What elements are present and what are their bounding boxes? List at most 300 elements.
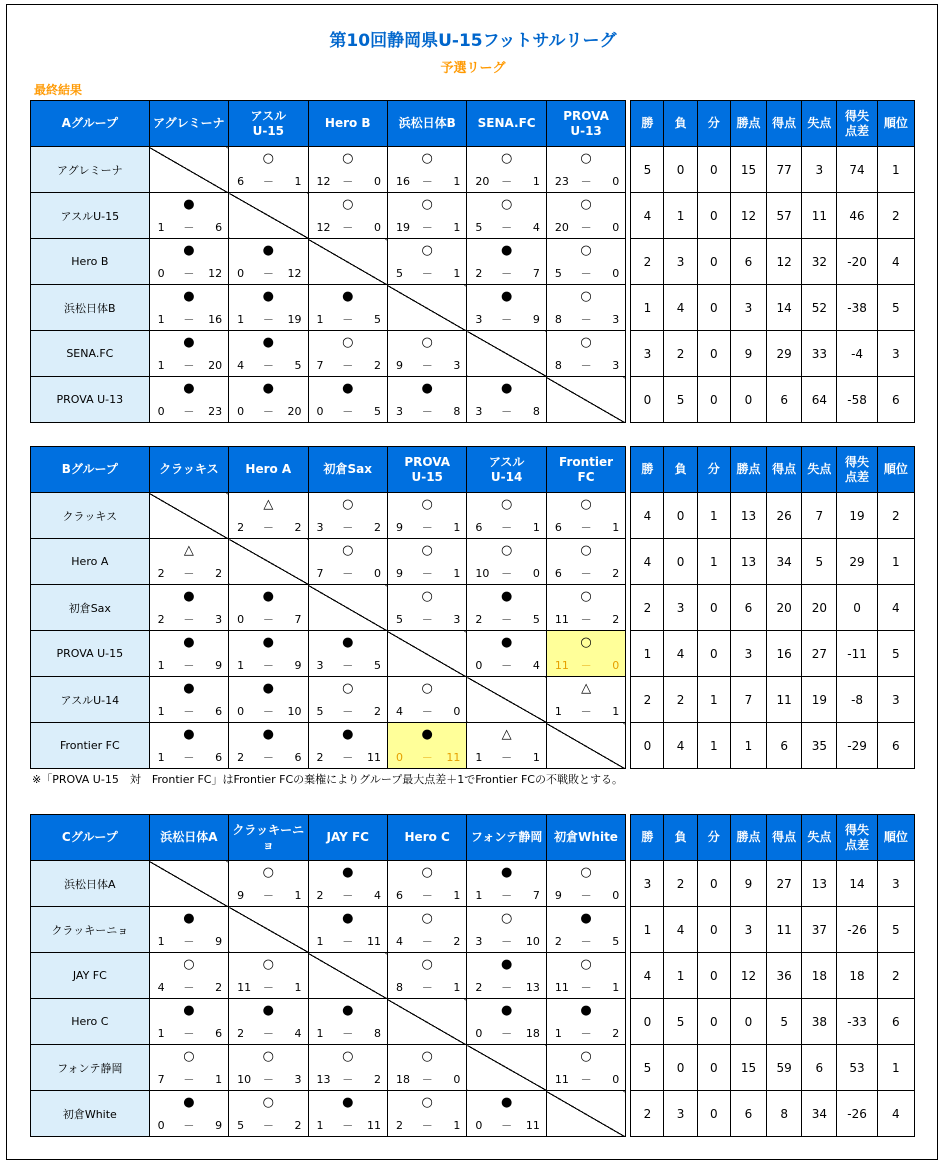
- score-dash: －: [580, 613, 592, 626]
- header-line: 分: [707, 830, 720, 844]
- opponent-header: [467, 447, 546, 493]
- match-score: [150, 221, 228, 235]
- team-name: Hero A: [31, 539, 150, 585]
- score-for: 9: [395, 359, 403, 372]
- stat-value: 12: [730, 193, 766, 239]
- loss-mark-icon: ●: [183, 381, 195, 396]
- score-dash: －: [421, 567, 433, 580]
- match-result: [229, 1091, 308, 1137]
- score-against: 11: [366, 751, 381, 764]
- win-mark-icon: ○: [580, 635, 592, 650]
- match-score: [229, 613, 307, 627]
- score-against: 9: [532, 313, 540, 326]
- score-dash: －: [342, 175, 354, 188]
- match-score: [229, 521, 307, 535]
- score-against: 3: [294, 1073, 302, 1086]
- opponent-header: [308, 815, 387, 861]
- stat-value: 6: [730, 1091, 766, 1137]
- team-name: 浜松日体B: [31, 285, 150, 331]
- win-mark-icon: ○: [421, 957, 433, 972]
- score-against: 11: [446, 751, 461, 764]
- stat-value: 0: [697, 999, 730, 1045]
- score-dash: －: [580, 521, 592, 534]
- match-score: [547, 221, 625, 235]
- match-result: [387, 147, 466, 193]
- score-against: 23: [208, 405, 223, 418]
- self-match-diagonal: [149, 861, 228, 907]
- stat-value: 5: [877, 285, 914, 331]
- score-dash: －: [580, 981, 592, 994]
- team-row: [31, 1045, 915, 1091]
- score-dash: －: [342, 221, 354, 234]
- score-for: 6: [554, 567, 562, 580]
- match-result: [149, 585, 228, 631]
- stat-value: 2: [877, 953, 914, 999]
- score-against: 6: [215, 221, 223, 234]
- score-against: 9: [215, 1119, 223, 1132]
- match-result: [387, 377, 466, 423]
- score-against: 5: [294, 359, 302, 372]
- match-score: [309, 175, 387, 189]
- stat-header: [767, 101, 802, 147]
- score-for: 0: [475, 1119, 483, 1132]
- score-dash: －: [421, 267, 433, 280]
- match-result: [229, 999, 308, 1045]
- score-against: 9: [215, 659, 223, 672]
- win-mark-icon: ○: [421, 543, 433, 558]
- loss-mark-icon: ●: [183, 335, 195, 350]
- match-result: [546, 539, 625, 585]
- header-line: PROVA: [404, 454, 451, 469]
- score-against: 12: [208, 267, 223, 280]
- header-line: 分: [707, 462, 720, 476]
- match-result: [308, 723, 387, 769]
- stat-value: -8: [837, 677, 877, 723]
- loss-mark-icon: ●: [500, 589, 513, 604]
- stat-header: [837, 447, 877, 493]
- score-for: 0: [237, 405, 245, 418]
- stat-value: 0: [697, 285, 730, 331]
- match-result: [546, 1045, 625, 1091]
- header-line: U-15: [252, 123, 285, 138]
- opponent-header: [149, 447, 228, 493]
- stat-value: 1: [631, 631, 664, 677]
- stat-value: 11: [767, 907, 802, 953]
- match-score: [150, 1027, 228, 1041]
- score-dash: －: [342, 751, 354, 764]
- score-against: 5: [532, 613, 540, 626]
- self-match-diagonal: [467, 677, 546, 723]
- score-for: 9: [395, 521, 403, 534]
- page-title: 第10回静岡県U-15フットサルリーグ: [329, 31, 617, 51]
- stat-value: 0: [664, 1045, 697, 1091]
- score-against: 8: [532, 405, 540, 418]
- opponent-header: [229, 101, 308, 147]
- score-dash: －: [580, 889, 592, 902]
- stat-value: 2: [631, 677, 664, 723]
- match-result: [149, 677, 228, 723]
- team-name: PROVA U-13: [31, 377, 150, 423]
- score-dash: －: [501, 613, 513, 626]
- self-match-diagonal: [467, 1045, 546, 1091]
- score-for: 1: [157, 221, 165, 234]
- header-line: 勝: [641, 462, 654, 476]
- match-score: [388, 705, 466, 719]
- score-for: 4: [237, 359, 245, 372]
- opponent-header: [229, 815, 308, 861]
- score-for: 2: [157, 567, 165, 580]
- score-against: 0: [373, 221, 381, 234]
- score-against: 1: [612, 705, 620, 718]
- win-mark-icon: ○: [580, 865, 592, 880]
- match-result: [308, 147, 387, 193]
- stat-value: 53: [837, 1045, 877, 1091]
- self-match-diagonal: [308, 953, 387, 999]
- header-line: 失点: [807, 830, 832, 844]
- stat-value: 0: [697, 147, 730, 193]
- score-for: 20: [475, 175, 490, 188]
- match-score: [309, 405, 387, 419]
- loss-mark-icon: ●: [262, 335, 274, 350]
- match-score: [388, 981, 466, 995]
- group-c-table: [30, 814, 915, 1137]
- match-result: [149, 907, 228, 953]
- self-match-diagonal: [229, 193, 308, 239]
- team-name: アスルU-14: [31, 677, 150, 723]
- score-against: 5: [373, 405, 381, 418]
- stat-value: 3: [664, 585, 697, 631]
- header-line: 点差: [845, 837, 870, 852]
- stat-value: 2: [664, 331, 697, 377]
- stat-header: [730, 101, 766, 147]
- win-mark-icon: ○: [262, 1049, 274, 1064]
- score-dash: －: [580, 221, 592, 234]
- self-match-diagonal: [387, 631, 466, 677]
- score-for: 4: [395, 705, 403, 718]
- header-line: クラッキーニョ: [232, 822, 305, 852]
- loss-mark-icon: ●: [262, 289, 274, 304]
- score-for: 3: [395, 405, 403, 418]
- match-result: [149, 539, 228, 585]
- opponent-header: [546, 815, 625, 861]
- match-score: [150, 267, 228, 281]
- match-result: [308, 907, 387, 953]
- score-for: 1: [475, 751, 483, 764]
- score-against: 7: [532, 267, 540, 280]
- group-name: Aグループ: [31, 101, 150, 147]
- match-score: [467, 659, 545, 673]
- score-dash: －: [183, 405, 195, 418]
- loss-mark-icon: ●: [500, 243, 513, 258]
- header-line: SENA.FC: [477, 116, 536, 130]
- team-name: クラッキーニョ: [31, 907, 150, 953]
- match-result: [149, 331, 228, 377]
- match-score: [150, 981, 228, 995]
- score-against: 10: [287, 705, 302, 718]
- team-row: [31, 1091, 915, 1137]
- match-result: [467, 999, 546, 1045]
- stat-value: 2: [877, 193, 914, 239]
- stat-value: 29: [837, 539, 877, 585]
- stat-value: 5: [877, 907, 914, 953]
- score-dash: －: [262, 313, 274, 326]
- stat-header: [697, 101, 730, 147]
- stat-value: 14: [767, 285, 802, 331]
- score-dash: －: [262, 659, 274, 672]
- loss-mark-icon: ●: [183, 589, 195, 604]
- loss-mark-icon: ●: [262, 243, 274, 258]
- match-score: [467, 221, 545, 235]
- stat-value: 3: [877, 677, 914, 723]
- stat-value: 5: [767, 999, 802, 1045]
- match-score: [150, 1073, 228, 1087]
- stat-value: 4: [877, 585, 914, 631]
- match-score: [309, 221, 387, 235]
- match-score: [547, 1027, 625, 1041]
- match-score: [467, 751, 545, 765]
- stat-header: [664, 447, 697, 493]
- win-mark-icon: ○: [342, 1049, 354, 1064]
- header-line: アグレミーナ: [153, 116, 225, 130]
- stat-value: -38: [837, 285, 877, 331]
- score-for: 6: [475, 521, 483, 534]
- loss-mark-icon: ●: [183, 635, 195, 650]
- score-against: 3: [453, 613, 461, 626]
- opponent-header: [546, 447, 625, 493]
- stat-value: -4: [837, 331, 877, 377]
- score-for: 11: [554, 981, 569, 994]
- stat-header: [837, 815, 877, 861]
- loss-mark-icon: ●: [183, 1095, 195, 1110]
- stat-value: 14: [837, 861, 877, 907]
- score-against: 2: [373, 359, 381, 372]
- score-dash: －: [421, 521, 433, 534]
- match-result: [546, 585, 625, 631]
- stat-header: [802, 447, 837, 493]
- score-dash: －: [421, 751, 433, 764]
- score-dash: －: [501, 567, 513, 580]
- score-dash: －: [342, 889, 354, 902]
- header-line: 得点: [772, 462, 797, 476]
- score-for: 1: [157, 1027, 165, 1040]
- score-against: 8: [373, 1027, 381, 1040]
- match-score: [388, 567, 466, 581]
- stat-value: 1: [730, 723, 766, 769]
- score-against: 2: [612, 567, 620, 580]
- stat-value: 3: [631, 861, 664, 907]
- match-score: [309, 751, 387, 765]
- stat-value: 6: [767, 723, 802, 769]
- score-dash: －: [183, 659, 195, 672]
- score-against: 2: [373, 521, 381, 534]
- match-result: [467, 493, 546, 539]
- score-dash: －: [580, 175, 592, 188]
- score-for: 8: [395, 981, 403, 994]
- team-name: アスルU-15: [31, 193, 150, 239]
- team-row: [31, 631, 915, 677]
- match-score: [229, 1027, 307, 1041]
- stat-value: 0: [730, 999, 766, 1045]
- score-for: 3: [475, 405, 483, 418]
- stat-value: 8: [767, 1091, 802, 1137]
- score-for: 11: [554, 613, 569, 626]
- score-against: 20: [208, 359, 223, 372]
- match-result: [229, 331, 308, 377]
- score-dash: －: [501, 659, 513, 672]
- match-result: [149, 631, 228, 677]
- loss-mark-icon: ●: [580, 1003, 592, 1018]
- score-for: 1: [157, 359, 165, 372]
- score-for: 3: [316, 521, 324, 534]
- match-score: [467, 935, 545, 949]
- stat-value: 2: [631, 585, 664, 631]
- match-score: [388, 613, 466, 627]
- stat-value: 18: [837, 953, 877, 999]
- header-line: 勝点: [736, 462, 761, 476]
- stat-value: 27: [767, 861, 802, 907]
- match-score: [309, 705, 387, 719]
- header-line: フォンテ静岡: [470, 830, 543, 844]
- self-match-diagonal: [149, 493, 228, 539]
- score-dash: －: [342, 405, 354, 418]
- score-for: 2: [237, 521, 245, 534]
- stat-value: 20: [802, 585, 837, 631]
- score-for: 0: [237, 613, 245, 626]
- score-dash: －: [501, 405, 513, 418]
- stat-header: [837, 101, 877, 147]
- stat-value: 5: [664, 999, 697, 1045]
- self-match-diagonal: [387, 999, 466, 1045]
- score-dash: －: [501, 981, 513, 994]
- team-row: [31, 239, 915, 285]
- stat-header: [664, 101, 697, 147]
- score-dash: －: [262, 175, 274, 188]
- stat-value: 5: [631, 1045, 664, 1091]
- match-result: [308, 861, 387, 907]
- stat-value: 3: [877, 331, 914, 377]
- win-mark-icon: ○: [262, 1095, 274, 1110]
- score-for: 4: [157, 981, 165, 994]
- stat-value: 27: [802, 631, 837, 677]
- match-result: [229, 953, 308, 999]
- header-line: 順位: [883, 830, 908, 844]
- loss-mark-icon: ●: [580, 911, 592, 926]
- team-name: 浜松日体A: [31, 861, 150, 907]
- stat-value: 3: [631, 331, 664, 377]
- stat-value: 0: [697, 1045, 730, 1091]
- stat-value: 11: [767, 677, 802, 723]
- score-for: 2: [475, 267, 483, 280]
- match-result: [546, 907, 625, 953]
- stat-value: 0: [664, 147, 697, 193]
- header-line: 得点: [772, 116, 797, 130]
- win-mark-icon: ○: [580, 243, 592, 258]
- opponent-header: [308, 101, 387, 147]
- score-against: 11: [366, 935, 381, 948]
- score-dash: －: [342, 935, 354, 948]
- header-line: 得点: [772, 830, 797, 844]
- loss-mark-icon: ●: [342, 289, 354, 304]
- stat-header: [730, 447, 766, 493]
- match-result: [546, 285, 625, 331]
- score-against: 19: [287, 313, 302, 326]
- stat-value: 6: [877, 723, 914, 769]
- score-dash: －: [183, 613, 195, 626]
- score-dash: －: [183, 935, 195, 948]
- header-line: 得失: [845, 822, 870, 837]
- stat-value: 4: [664, 723, 697, 769]
- stat-value: 4: [631, 539, 664, 585]
- match-score: [150, 313, 228, 327]
- score-dash: －: [262, 981, 274, 994]
- match-result: [387, 539, 466, 585]
- opponent-header: [387, 101, 466, 147]
- score-against: 2: [215, 567, 223, 580]
- team-row: [31, 999, 915, 1045]
- match-score: [388, 1073, 466, 1087]
- header-line: 失点: [807, 462, 832, 476]
- stat-value: 1: [631, 907, 664, 953]
- score-for: 2: [475, 981, 483, 994]
- score-dash: －: [262, 613, 274, 626]
- stat-value: 9: [730, 331, 766, 377]
- stat-value: 1: [664, 953, 697, 999]
- score-against: 5: [373, 313, 381, 326]
- stat-value: 0: [697, 193, 730, 239]
- score-dash: －: [183, 267, 195, 280]
- stat-value: 26: [767, 493, 802, 539]
- score-for: 7: [316, 567, 324, 580]
- team-row: [31, 493, 915, 539]
- stat-value: 1: [697, 539, 730, 585]
- win-mark-icon: ○: [342, 497, 354, 512]
- team-row: [31, 539, 915, 585]
- match-result: [546, 861, 625, 907]
- score-for: 1: [316, 313, 324, 326]
- score-dash: －: [183, 1027, 195, 1040]
- stat-value: 4: [877, 239, 914, 285]
- self-match-diagonal: [546, 377, 625, 423]
- team-row: [31, 193, 915, 239]
- match-score: [467, 1027, 545, 1041]
- score-dash: －: [421, 1073, 433, 1086]
- score-against: 0: [612, 889, 620, 902]
- stat-header: [730, 815, 766, 861]
- score-against: 7: [294, 613, 302, 626]
- match-score: [467, 175, 545, 189]
- match-score: [467, 313, 545, 327]
- match-result: [229, 585, 308, 631]
- score-for: 3: [316, 659, 324, 672]
- score-against: 11: [366, 1119, 381, 1132]
- match-score: [547, 981, 625, 995]
- self-match-diagonal: [546, 1091, 625, 1137]
- stat-value: 12: [730, 953, 766, 999]
- score-for: 4: [395, 935, 403, 948]
- self-match-diagonal: [229, 539, 308, 585]
- header-line: Hero A: [245, 462, 292, 476]
- match-score: [467, 613, 545, 627]
- opponent-header: [546, 101, 625, 147]
- score-for: 0: [475, 659, 483, 672]
- match-result: [229, 631, 308, 677]
- match-score: [547, 935, 625, 949]
- stat-header: [631, 447, 664, 493]
- header-line: Hero B: [324, 116, 371, 130]
- score-for: 7: [157, 1073, 165, 1086]
- match-result: [467, 285, 546, 331]
- loss-mark-icon: ●: [262, 589, 274, 604]
